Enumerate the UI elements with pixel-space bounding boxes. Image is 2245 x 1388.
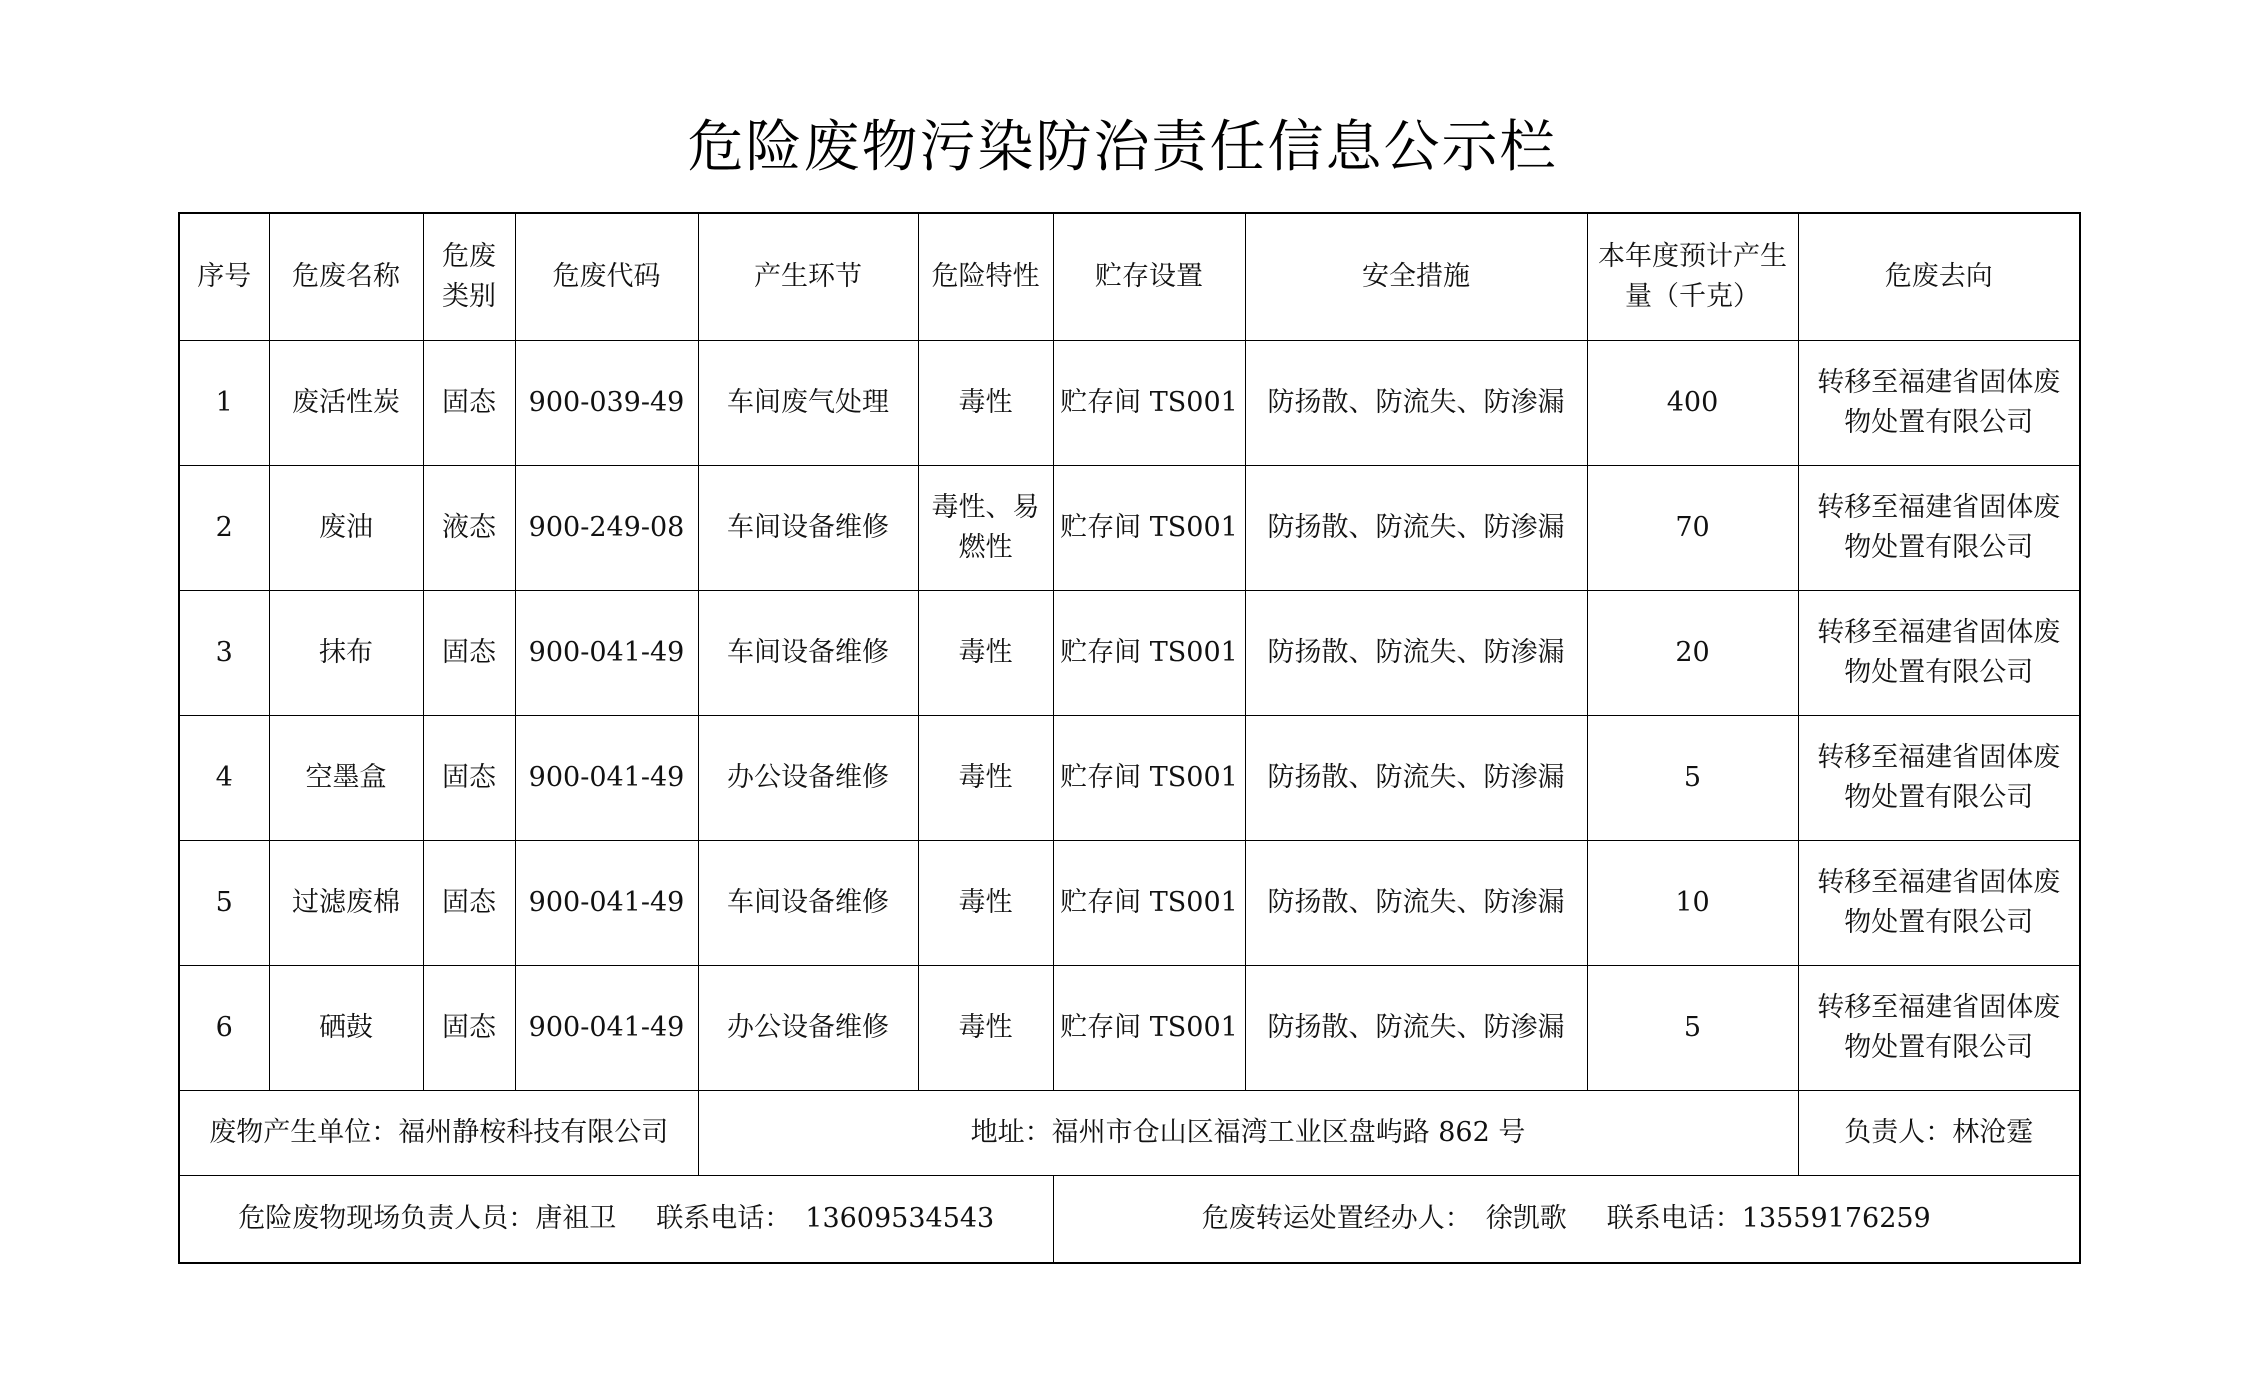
- cell-index: 1: [179, 341, 269, 466]
- hazardous-waste-table: [178, 212, 2081, 1264]
- cell-code: 900-249-08: [515, 466, 698, 591]
- cell-hazard: 毒性: [918, 966, 1053, 1091]
- table-row: [179, 591, 2080, 716]
- table-row: [179, 841, 2080, 966]
- cell-category: 固态: [423, 341, 515, 466]
- table-header-row: [179, 213, 2080, 341]
- transfer-agent-value: 徐凯歌: [1485, 1203, 1567, 1234]
- cell-name: 废活性炭: [269, 341, 423, 466]
- table-row: [179, 716, 2080, 841]
- cell-index: 2: [179, 466, 269, 591]
- cell-source: 车间设备维修: [698, 591, 918, 716]
- address-cell: [698, 1091, 1798, 1176]
- site-manager-label: 危险废物现场负责人员：: [238, 1203, 536, 1234]
- cell-hazard: 毒性、易燃性: [918, 466, 1053, 591]
- site-phone-label: 联系电话：: [656, 1203, 792, 1234]
- address-value: 福州市仓山区福湾工业区盘屿路 862 号: [1051, 1117, 1526, 1148]
- header-code: 危废代码: [515, 213, 698, 341]
- transfer-phone-value: 13559176259: [1741, 1203, 1931, 1234]
- cell-category: 固态: [423, 591, 515, 716]
- header-name: 危废名称: [269, 213, 423, 341]
- cell-storage: 贮存间 TS001: [1053, 341, 1245, 466]
- cell-index: 5: [179, 841, 269, 966]
- cell-safety: 防扬散、防流失、防渗漏: [1245, 466, 1587, 591]
- cell-code: 900-041-49: [515, 716, 698, 841]
- cell-annual-amount: 400: [1587, 341, 1798, 466]
- contact-row: [179, 1176, 2080, 1264]
- cell-name: 硒鼓: [269, 966, 423, 1091]
- cell-storage: 贮存间 TS001: [1053, 591, 1245, 716]
- cell-safety: 防扬散、防流失、防渗漏: [1245, 591, 1587, 716]
- header-source: 产生环节: [698, 213, 918, 341]
- producer-unit-value: 福州静桉科技有限公司: [398, 1117, 669, 1148]
- header-index: 序号: [179, 213, 269, 341]
- cell-code: 900-041-49: [515, 841, 698, 966]
- cell-name: 空墨盒: [269, 716, 423, 841]
- cell-hazard: 毒性: [918, 716, 1053, 841]
- cell-destination: 转移至福建省固体废物处置有限公司: [1798, 966, 2080, 1091]
- cell-safety: 防扬散、防流失、防渗漏: [1245, 341, 1587, 466]
- header-storage: 贮存设置: [1053, 213, 1245, 341]
- owner-cell: [1798, 1091, 2080, 1176]
- cell-storage: 贮存间 TS001: [1053, 841, 1245, 966]
- site-contact-cell: [179, 1176, 1053, 1264]
- transfer-phone-label: 联系电话：: [1606, 1203, 1742, 1234]
- cell-destination: 转移至福建省固体废物处置有限公司: [1798, 341, 2080, 466]
- header-destination: 危废去向: [1798, 213, 2080, 341]
- cell-safety: 防扬散、防流失、防渗漏: [1245, 841, 1587, 966]
- site-phone-value: 13609534543: [805, 1203, 995, 1234]
- cell-annual-amount: 70: [1587, 466, 1798, 591]
- header-annual-amount: 本年度预计产生量（千克）: [1587, 213, 1798, 341]
- header-safety: 安全措施: [1245, 213, 1587, 341]
- cell-code: 900-039-49: [515, 341, 698, 466]
- transfer-contact-cell: [1053, 1176, 2080, 1264]
- header-category: 危废类别: [423, 213, 515, 341]
- cell-source: 办公设备维修: [698, 966, 918, 1091]
- cell-annual-amount: 5: [1587, 716, 1798, 841]
- owner-value: 林沧霆: [1952, 1117, 2034, 1148]
- cell-hazard: 毒性: [918, 341, 1053, 466]
- cell-safety: 防扬散、防流失、防渗漏: [1245, 966, 1587, 1091]
- cell-hazard: 毒性: [918, 841, 1053, 966]
- cell-category: 固态: [423, 841, 515, 966]
- unit-info-row: [179, 1091, 2080, 1176]
- owner-label: 负责人：: [1844, 1117, 1953, 1148]
- cell-index: 3: [179, 591, 269, 716]
- cell-destination: 转移至福建省固体废物处置有限公司: [1798, 841, 2080, 966]
- cell-hazard: 毒性: [918, 591, 1053, 716]
- transfer-agent-label: 危废转运处置经办人：: [1201, 1203, 1472, 1234]
- cell-category: 固态: [423, 966, 515, 1091]
- cell-source: 车间设备维修: [698, 466, 918, 591]
- cell-annual-amount: 20: [1587, 591, 1798, 716]
- cell-destination: 转移至福建省固体废物处置有限公司: [1798, 466, 2080, 591]
- cell-source: 车间废气处理: [698, 341, 918, 466]
- cell-category: 液态: [423, 466, 515, 591]
- cell-source: 办公设备维修: [698, 716, 918, 841]
- address-label: 地址：: [970, 1117, 1052, 1148]
- header-hazard: 危险特性: [918, 213, 1053, 341]
- cell-source: 车间设备维修: [698, 841, 918, 966]
- cell-destination: 转移至福建省固体废物处置有限公司: [1798, 591, 2080, 716]
- cell-code: 900-041-49: [515, 966, 698, 1091]
- site-manager-value: 唐祖卫: [535, 1203, 617, 1234]
- producer-unit-label: 废物产生单位：: [209, 1117, 399, 1148]
- table-row: [179, 341, 2080, 466]
- cell-index: 6: [179, 966, 269, 1091]
- page-title: 危险废物污染防治责任信息公示栏: [687, 115, 1558, 180]
- cell-index: 4: [179, 716, 269, 841]
- cell-category: 固态: [423, 716, 515, 841]
- cell-safety: 防扬散、防流失、防渗漏: [1245, 716, 1587, 841]
- table-row: [179, 966, 2080, 1091]
- cell-name: 抹布: [269, 591, 423, 716]
- cell-storage: 贮存间 TS001: [1053, 466, 1245, 591]
- cell-annual-amount: 10: [1587, 841, 1798, 966]
- cell-name: 过滤废棉: [269, 841, 423, 966]
- cell-destination: 转移至福建省固体废物处置有限公司: [1798, 716, 2080, 841]
- producer-unit-cell: [179, 1091, 698, 1176]
- table-row: [179, 466, 2080, 591]
- cell-annual-amount: 5: [1587, 966, 1798, 1091]
- cell-storage: 贮存间 TS001: [1053, 716, 1245, 841]
- cell-storage: 贮存间 TS001: [1053, 966, 1245, 1091]
- cell-code: 900-041-49: [515, 591, 698, 716]
- cell-name: 废油: [269, 466, 423, 591]
